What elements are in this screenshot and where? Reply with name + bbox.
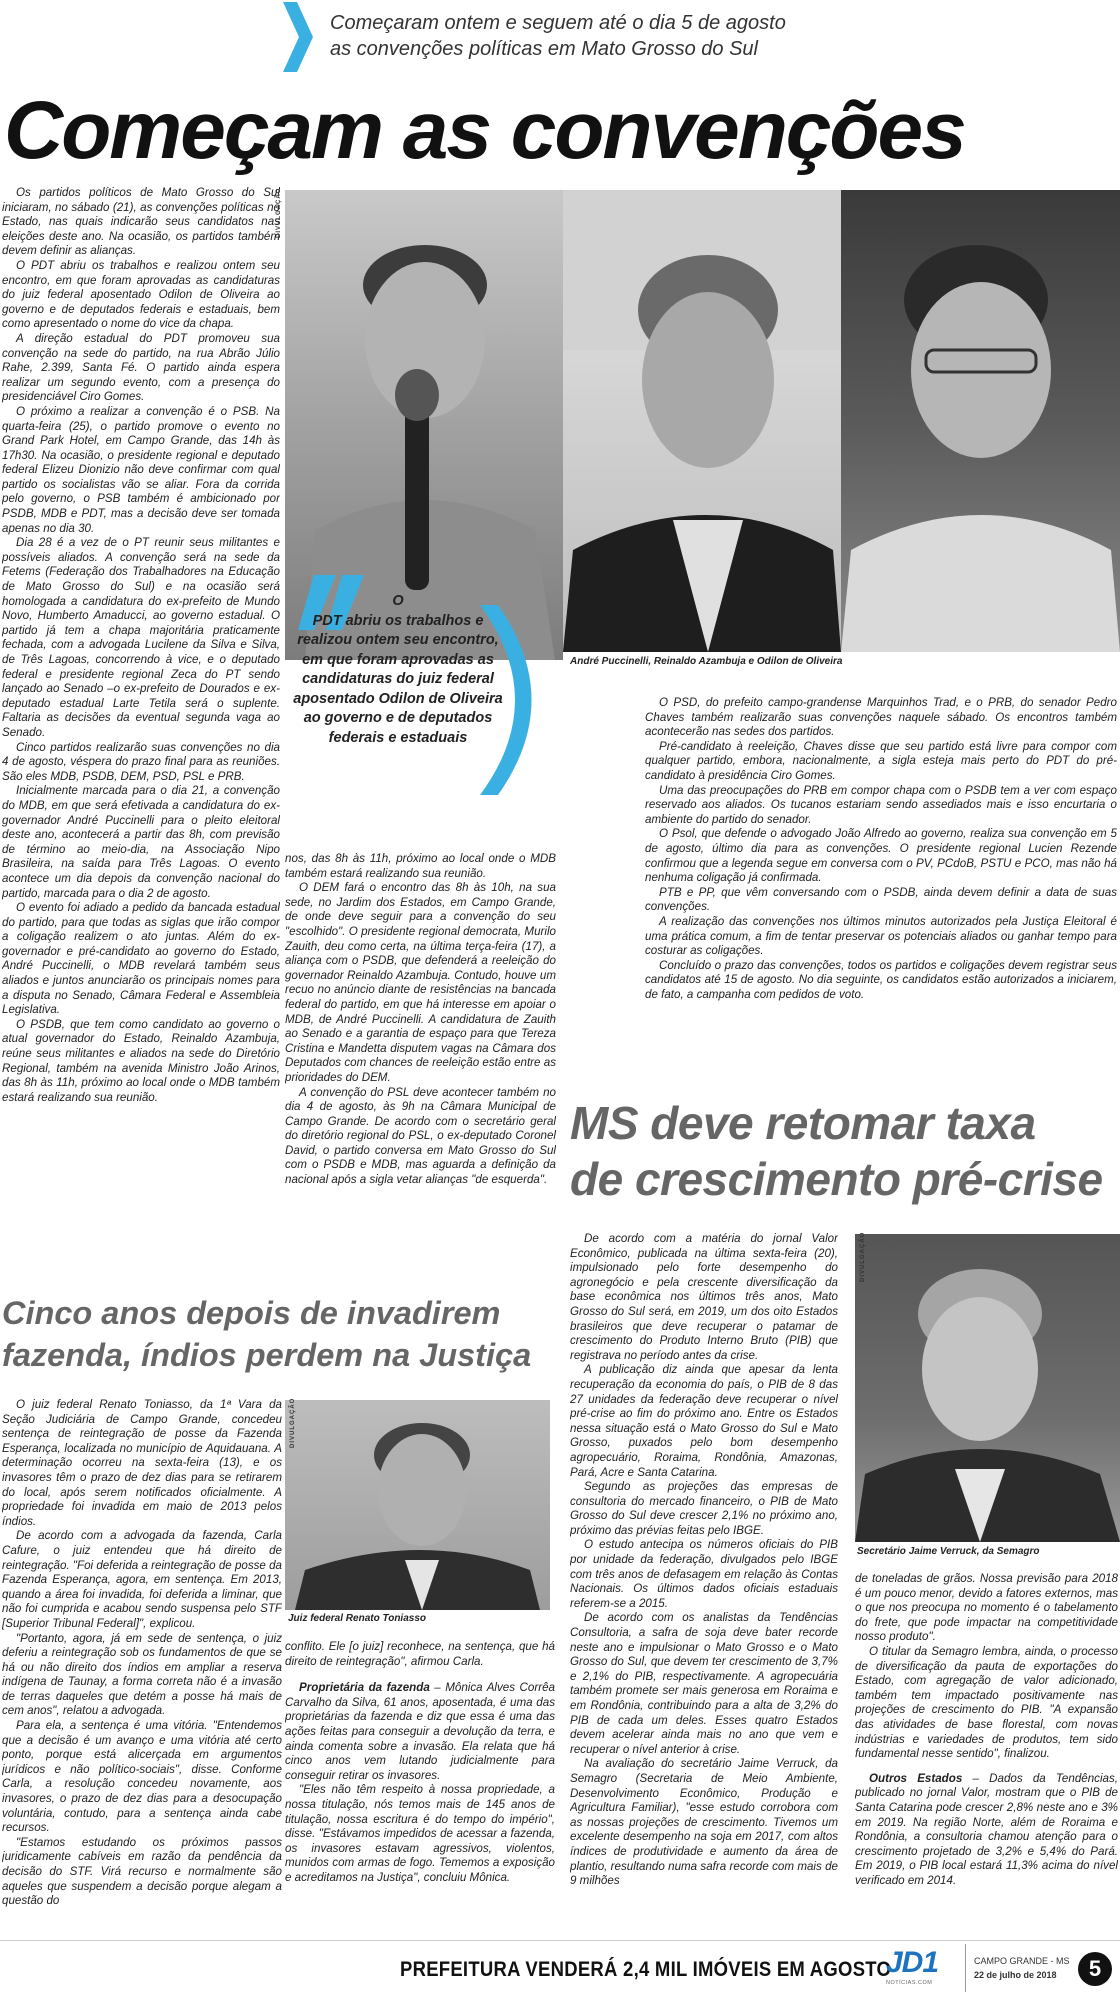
paragraph: O titular da Semagro lembra, ainda, o processo de diversificação da pauta de exportações do Estado, com agregação de valor adicionado, também tem impactado positivamente nas projeções de crescimento do PIB. "A expansão das atividades de base florestal, com novas indústrias e variedades de produtos, tem sido fundamental nesse sentido", finalizou. — [855, 1644, 1118, 1761]
paragraph: Concluído o prazo das convenções, todos os partidos e coligações devem registrar seus candidatos até 15 de agosto. No dia seguinte, os candidatos estão autorizados a iniciarem, de fato, a campanha com pedidos de voto. — [645, 958, 1117, 1001]
pull-quote-text: PDT abriu os trabalhos e realizou ontem seu encontro, em que foram aprovadas as candidaturas do juiz federal aposentado Odilon de Oliveira ao governo e de deputados federais e estaduais — [293, 612, 503, 746]
portrait-odilon-icon — [841, 190, 1120, 652]
footer-banner[interactable]: PREFEITURA VENDERÁ 2,4 MIL IMÓVEIS EM AGOSTO — [400, 1958, 892, 1981]
footer-city: CAMPO GRANDE - MS — [974, 1956, 1070, 1966]
ms-article-col-2 — [855, 1572, 1118, 1924]
indios-article-col-2 — [285, 1640, 555, 1926]
subhead-outros-estados: Outros Estados — [869, 1771, 963, 1785]
paragraph: De acordo com a matéria do jornal Valor Econômico, publicada na última sexta-feira (20), impulsionado pelo forte desempenho do agronegócio e pela crescente diversificação da base econômica nos últimos três anos, Mato Grosso do Sul será, em 2019, um dos oito Estados brasileiros que deve recuperar o patamar de crescimento do Produto Interno Bruto (PIB) que registrava no período antes da crise. — [570, 1232, 838, 1362]
main-article-col-3 — [645, 696, 1117, 1066]
page-number: 5 — [1078, 1952, 1112, 1986]
photo-credit: DIVULGAÇÃO — [290, 1397, 296, 1448]
jd1-logo — [886, 1946, 948, 1986]
photo-credit: DIVULGAÇÃO — [860, 1231, 866, 1282]
paragraph: De acordo com os analistas da Tendências Consultoria, a safra de soja deve bater recorde neste ano e impulsionar o Mato Grosso e o Mato Grosso do Sul, que devem ter crescimento de 3,7% e 2,1% do PIB, respectivamente. A agropecuária também promete ser mais generosa em Roraima e em Rondônia, contribuindo para a alta de 3,2% do PIB de cada um deles. Esses quatro Estados devem acelerar ainda mais no ano que vem e recuperar o nível anterior à crise. — [570, 1611, 838, 1756]
kicker — [330, 10, 786, 62]
paragraph: PTB e PP, que vêm conversando com o PSDB, ainda devem definir a data de suas convenções. — [645, 885, 1117, 914]
paragraph: O PSD, do prefeito campo-grandense Marquinhos Trad, e o PRB, do senador Pedro Chaves também realizarão suas convenções naquele sábado. Os encontros também acontecerão nas sedes dos partidos. — [645, 696, 1117, 739]
paragraph: Inicialmente marcada para o dia 21, a convenção do MDB, em que será efetivada a candidatura do ex-governador André Puccinelli para o pleito eleitoral deste ano, acontecerá a partir das 8h, com previsão de término ao meio-dia, na Associação Nipo Brasileira, na saída para Três Lagoas. O evento acontece um dia depois da convenção nacional do partido, marcada para o dia 2 de agosto. — [2, 784, 280, 900]
outros-estados-text: – Dados da Tendências, publicado no jornal Valor, mostram que o PIB de Santa Catarina pode crescer 2,8% neste ano e 3% em 2019. Na região Norte, além de Roraima e Rondônia, a consultoria chamou atenção para o crescimento projetado de 3,2% e 5,4% do Pará. Em 2019, o PIB local estará 11,3% acima do nível verificado em 2014. — [855, 1771, 1118, 1887]
paragraph: de toneladas de grãos. Nossa previsão para 2018 é um pouco menor, devido a fatores externos, mas o que nos preocupa no momento é o tabelamento do frete, que pode impactar na competitividade nosso produto". — [855, 1572, 1118, 1644]
paragraph: Segundo as projeções das empresas de consultoria do mercado financeiro, o PIB de Mato Grosso do Sul deve crescer 2,1% no próximo ano, próximo das prévias feitas pelo IBGE. — [570, 1480, 838, 1537]
paragraph: "Eles não têm respeito à nossa propriedade, a nossa titulação, nós temos mais de 145 anos de titulação, nossa escritura é do tempo do império", disse. "Estávamos impedidos de acessar a fazenda, os invasores estavam agressivos, violentos, munidos com armas de fogo. Tememos a exposição e acreditamos na Justiça", concluiu Mônica. — [285, 1783, 555, 1884]
subhead-proprietaria: Proprietária da fazenda — [299, 1681, 430, 1695]
ms-photo-caption: Secretário Jaime Verruck, da Semagro — [857, 1546, 1040, 1557]
indios-headline — [2, 1292, 531, 1376]
paragraph: "Estamos estudando os próximos passos juridicamente cabíveis em razão da pendência da decisão do STF. Virá recurso e normalmente são aqueles que suspendem a decisão porque alegam a questão do — [2, 1835, 282, 1908]
ms-headline — [570, 1095, 1103, 1207]
paragraph: De acordo com a advogada da fazenda, Carla Cafure, o juiz entendeu que há direito de reintegração. "Foi deferida a reintegração de posse da Fazenda Esperança, agora, em sentença. Em 2013, quando a área foi invadida, foi deferida a liminar, que não foi cumprida e acabou sendo suspensa pelo STF [Superior Tribunal Federal]", explicou. — [2, 1529, 282, 1630]
paragraph: Dia 28 é a vez de o PT reunir seus militantes e possíveis aliados. A convenção será na sede da Fetems (Federação dos Trabalhadores na Educação de Mato Grosso do Sul) e na ocasião será homologada a candidatura do ex-prefeito de Mundo Novo, Humberto Amaducci, ao governo estadual. O partido já tem a chapa majoritária praticamente fechada, com a advogada Lucilene da Silva e Silva, de Três Lagoas, concorrendo à vice, e o deputado federal e presidente regional Zeca do PT sendo lançado ao Senado –o ex-prefeito de Dourados e ex-deputado estadual Larte Tetila será o suplente. Faltaria as decisões da eventual segunda vaga ao Senado. — [2, 536, 280, 739]
footer-separator — [965, 1944, 966, 1992]
paragraph: A convenção do PSL deve acontecer também no dia 4 de agosto, às 9h na Câmara Municipal de Campo Grande. De acordo com o secretário geral do diretório regional do PSL, o ex-deputado Coronel David, o partido conversa em Mato Grosso do Sul com o PSDB e MDB, mas aguarda a definição da nacional após a sigla vetar alianças "de esquerda". — [285, 1085, 556, 1187]
main-headline: Começam as convenções — [4, 85, 965, 176]
kicker-chevron-icon — [283, 2, 313, 72]
paragraph: O PDT abriu os trabalhos e realizou ontem seu encontro, em que foram aprovadas as candidaturas do juiz federal aposentado Odilon de Oliveira ao governo e de deputados federais e estaduais, bem como apresentado o nome do vice da chapa. — [2, 258, 280, 331]
paragraph: Uma das preocupações do PRB em compor chapa com o PSDB tem a ver com espaço reservado aos aliados. Os tucanos estariam sendo assediados mais e isso encurtaria o ambiente do partido do senador. — [645, 783, 1117, 826]
ms-article-col-1 — [570, 1232, 838, 1926]
photo-credit: DIVULGAÇÃO — [276, 187, 282, 238]
paragraph — [285, 1681, 555, 1783]
paragraph: Para ela, a sentença é uma vitória. "Entendemos que a decisão é um avanço e uma vitória até certo ponto, porque está alicerçada em argumentos jurídicos e não político-sociais", disse. Conforme Carla, a resolução concedeu novamente, aos invasores, o prazo de dez dias para a desocupação voluntária, contudo, para a sentença ainda cabe recursos. — [2, 1719, 282, 1835]
portrait-toniasso-icon — [285, 1397, 550, 1610]
paragraph: O DEM fará o encontro das 8h às 10h, na sua sede, no Jardim dos Estados, em Campo Grande, de onde deve seguir para a convenção do seu "escolhido". O presidente regional democrata, Murilo Zauith, deu como certa, na última terça-feira (17), a aliança com o PSDB, que defenderá a reeleição do governador Reinaldo Azambuja. Contudo, houve um recuo no anúncio diante de resistências na bancada federal do partido, em que há interesse em apoiar o MDB, de André Puccinelli. A candidatura de Zauith ao Senado e a garantia de espaço para que Tereza Cristina e Mandetta disputem vagas na Câmara dos Deputados com chances de reeleição estão entre as prioridades do DEM. — [285, 881, 556, 1084]
paragraph: O juiz federal Renato Toniasso, da 1ª Vara da Seção Judiciária de Campo Grande, concedeu sentença de reintegração de posse da Fazenda Esperança, localizada no município de Aquidauana. A determinação ocorreu na sexta-feira (13), e os invasores têm o prazo de dez dias para se retirarem do local, após serem notificados oficialmente. A propriedade foi invadida em maio de 2013 pelos índios. — [2, 1398, 282, 1528]
indios-article-col-1 — [2, 1398, 282, 1926]
main-photos-caption: André Puccinelli, Reinaldo Azambuja e Odilon de Oliveira — [570, 656, 843, 667]
paragraph — [855, 1772, 1118, 1889]
paragraph: Os partidos políticos de Mato Grosso do Sul iniciaram, no sábado (21), as convenções políticas no Estado, nas quais indicarão seus candidatos nas eleições deste ano. Na ocasião, os partidos também devem definir as alianças. — [2, 186, 280, 258]
indios-photo-caption: Juiz federal Renato Toniasso — [288, 1613, 426, 1624]
paragraph: conflito. Ele [o juiz] reconhece, na sentença, que há direito de reintegração", afirmou Carla. — [285, 1640, 555, 1668]
indios-headline-line-2: fazenda, índios perdem na Justiça — [2, 1337, 532, 1373]
photo-reinaldo-azambuja — [563, 190, 841, 652]
paragraph: O PSDB, que tem como candidato ao governo o atual governador do Estado, Reinaldo Azambuja, reúne seus militantes e aliados na sede do Diretório Regional, também na avenida Ministro João Arinos, das 8h às 11h, próximo ao local onde o MDB também estará realizando sua reunião. — [2, 1017, 280, 1104]
paragraph: O Psol, que defende o advogado João Alfredo ao governo, realiza sua convenção em 5 de agosto, último dia para as convenções. O presidente regional Lucien Rezende confirmou que a legenda segue em conversa com o PV, PCdoB, PSTU e PCO, mas não há nenhuma coligação já confirmada. — [645, 827, 1117, 885]
ms-headline-line-2: de crescimento pré-crise — [570, 1153, 1103, 1205]
paragraph: nos, das 8h às 11h, próximo ao local onde o MDB também estará realizando sua reunião. — [285, 852, 556, 880]
kicker-line-1: Começaram ontem e seguem até o dia 5 de agosto — [330, 12, 786, 34]
paragraph: O evento foi adiado a pedido da bancada estadual do partido, para que todas as siglas que irão compor a coligação realizem o ato juntas. Além do ex-governador e pré-candidato ao governo do Estado, André Puccinelli, o MDB revelará também seus aliados e juntos anunciarão os principais nomes para a disputa no Senado, Câmara Federal e Assembleia Legislativa. — [2, 901, 280, 1017]
pull-quote — [290, 592, 506, 748]
paragraph: Pré-candidato à reeleição, Chaves disse que seu partido está livre para compor com qualquer partido, embora, nacionalmente, a sigla esteja mais perto do PDT do pré-candidato à presidência Ciro Gomes. — [645, 739, 1117, 782]
main-article-col-2 — [285, 852, 556, 1272]
paragraph: O próximo a realizar a convenção é o PSB. Na quarta-feira (25), o partido promove o evento no Grand Park Hotel, em Campo Grande, das 14h às 17h30. Na ocasião, o presidente regional e deputado federal Elizeu Dionizio não deve confirmar com qual partido os socialistas vão se aliar. Fora da corrida pelo governo, o PSB também é ambicionado por PSDB, MDB e PDT, mas a decisão deve ser tomada apenas no dia 30. — [2, 404, 280, 535]
kicker-line-2: as convenções políticas em Mato Grosso do Sul — [330, 38, 758, 60]
footer-divider — [0, 1940, 1120, 1941]
footer-edition — [974, 1954, 1070, 1982]
paragraph: A direção estadual do PDT promoveu sua convenção na sede do partido, na rua Abrão Júlio Rahe, 2.399, Santa Fé. O partido ainda espera realizar um segundo evento, com a presença do presidenciável Ciro Gomes. — [2, 331, 280, 404]
paragraph: Cinco partidos realizarão suas convenções no dia 4 de agosto, véspera do prazo final para as reuniões. São eles MDB, PSDB, DEM, PSD, PSL e PRB. — [2, 740, 280, 783]
jd1-logo-sub: NOTÍCIAS.COM — [886, 1980, 933, 1986]
paragraph: O estudo antecipa os números oficiais do PIB por unidade da federação, divulgados pelo IBGE com três anos de defasagem em relação às Contas Nacionais. Os últimos dados oficiais estaduais referem-se a 2015. — [570, 1538, 838, 1610]
ms-headline-line-1: MS deve retomar taxa — [570, 1097, 1036, 1149]
proprietaria-text: – Mônica Alves Corrêa Carvalho da Silva, 61 anos, aposentada, é uma das proprietárias da fazenda e diz que essa é uma das ações feitas para conseguir a devolução da terra, e ainda comenta sobre a invasão. Ela relata que há cinco anos vem lutando judicialmente para conseguir retirar os invasores. — [285, 1681, 555, 1782]
portrait-reinaldo-icon — [563, 190, 841, 652]
photo-odilon-de-oliveira — [841, 190, 1120, 652]
indios-headline-line-1: Cinco anos depois de invadirem — [2, 1295, 501, 1331]
jd1-logo-text: JD1 — [886, 1946, 939, 1979]
paragraph: Na avaliação do secretário Jaime Verruck, da Semagro (Secretaria de Meio Ambiente, Desenvolvimento Econômico, Produção e Agricultura Familiar), "esse estudo corrobora com as nossas projeções de crescimento. Tivemos um excelente desempenho na soja em 2017, com altos índices de produtividade e aumento da área de plantio, resultando numa safra recorde com mais de 9 milhões — [570, 1757, 838, 1888]
photo-renato-toniasso — [285, 1397, 550, 1610]
pull-quote-lead: O — [392, 593, 404, 609]
footer-date: 22 de julho de 2018 — [974, 1970, 1057, 1980]
paragraph: A publicação diz ainda que apesar da lenta recuperação da economia do país, o PIB de 8 das 27 unidades da federação deve recuperar o nível pré-crise ao fim do próximo ano. Entre os Estados nessa situação está o Mato Grosso do Sul e Mato Grosso, puxados pelo bom desempenho agropecuário, Roraima, Rondônia, Amazonas, Pará, Acre e Santa Catarina. — [570, 1363, 838, 1479]
paragraph: "Portanto, agora, já em sede de sentença, o juiz deferiu a reintegração sob os fundamentos de que se há ou não direito dos índios em ampliar a reserva indígena de Taunay, a forma correta não é a invasão de terras daqueles que detém a posse há mais de cem anos", relatou a advogada. — [2, 1631, 282, 1718]
portrait-verruck-icon — [855, 1231, 1120, 1542]
main-article-col-1 — [2, 186, 280, 1268]
photo-jaime-verruck — [855, 1231, 1120, 1542]
paragraph: A realização das convenções nos últimos minutos autorizados pela Justiça Eleitoral é uma prática comum, a fim de tentar preservar os potenciais aliados ou ganhar tempo para costurar as coligações. — [645, 914, 1117, 958]
